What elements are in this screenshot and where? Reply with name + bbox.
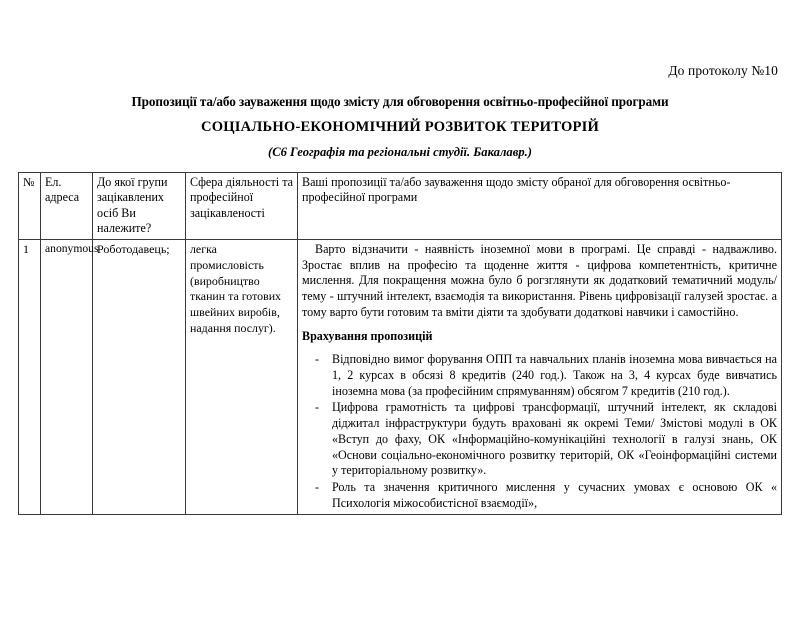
column-header-proposals: Ваші пропозиції та/або зауваження щодо змісту обраної для обговорення освітньо-професійної програми — [298, 173, 782, 240]
column-header-group: До якої групи зацікавлених осіб Ви належите? — [93, 173, 186, 240]
document-page — [0, 63, 800, 629]
column-header-field: Сфера діяльності та професійної зацікавленості — [186, 173, 298, 240]
row-activity-field: легка промисловість (виробництво тканин та готових швейних виробів, надання послуг). — [186, 239, 298, 515]
proposal-paragraph: Варто відзначити - наявність іноземної мови в програмі. Це справді - надважливо. Зростає вплив на професію та щоденне життя - цифрова компетентність, критичне мислення. Для покращення можна було б рогзглянути як додатковий тематичний модуль/тему - штучний інтелект, взаємодія та використання. Рівень цифровізації галузей зростає. а тому варто бути готовим та вміти діяти та здобувати додаткові навчики і самостійно. — [302, 241, 777, 319]
list-item — [302, 480, 777, 511]
list-item-text: Роль та значення критичного мислення у сучасних умовах є основою ОК « Психологія міжособистісної взаємодії», — [332, 479, 777, 510]
table-header — [19, 173, 782, 240]
considerations-heading: Врахування пропозицій — [302, 329, 433, 344]
column-header-email: Ел. адреса — [41, 173, 93, 240]
table-body — [19, 239, 782, 515]
column-header-no: № — [19, 173, 41, 240]
considerations-list — [302, 352, 777, 511]
page-title-line1: Пропозиції та/або зауваження щодо змісту для обговорення освітньо-професійної програми — [131, 94, 669, 109]
row-email: anonymous — [41, 239, 93, 515]
bullet-dash-icon: - — [315, 479, 320, 494]
bullet-dash-icon: - — [315, 400, 320, 415]
proposals-table — [18, 172, 782, 515]
table-header-row — [19, 173, 782, 240]
row-stakeholder-group: Роботодавець; — [93, 239, 186, 515]
page-title-line2: СОЦІАЛЬНО-ЕКОНОМІЧНИЙ РОЗВИТОК ТЕРИТОРІЙ — [200, 119, 600, 135]
row-proposals — [298, 239, 782, 515]
list-item — [302, 400, 777, 479]
list-item — [302, 352, 777, 399]
list-item-text: Цифрова грамотність та цифрові трансформації, штучний інтелект, як складові діджитал інфраструктури будуть враховані як окремі Теми/ Змістові модулі в ОК «Вступ до фаху, ОК «Інформаційно-комунікаційні технології в галузі знань, ОК «Основи соціально-економічного розвитку територій, ОК «Геоінформаційні системи у територіальному розвитку». — [332, 400, 777, 478]
page-title-note: (С6 Географія та регіональні студії. Бакалавр.) — [268, 145, 532, 159]
list-item-text: Відповідно вимог форування ОПП та навчальних планів іноземна мова вивчається на 1, 2 курсах в обсязі 8 кредитів (240 год.). Також на 3, 4 курсах буде вивчатись іноземна мова (за професійним спрямуванням) обсягом 7 кредитів (210 год.). — [332, 352, 777, 398]
protocol-reference: До протоколу №10 — [668, 63, 778, 78]
table-row — [19, 239, 782, 515]
row-number: 1 — [19, 239, 41, 515]
bullet-dash-icon: - — [315, 352, 320, 367]
